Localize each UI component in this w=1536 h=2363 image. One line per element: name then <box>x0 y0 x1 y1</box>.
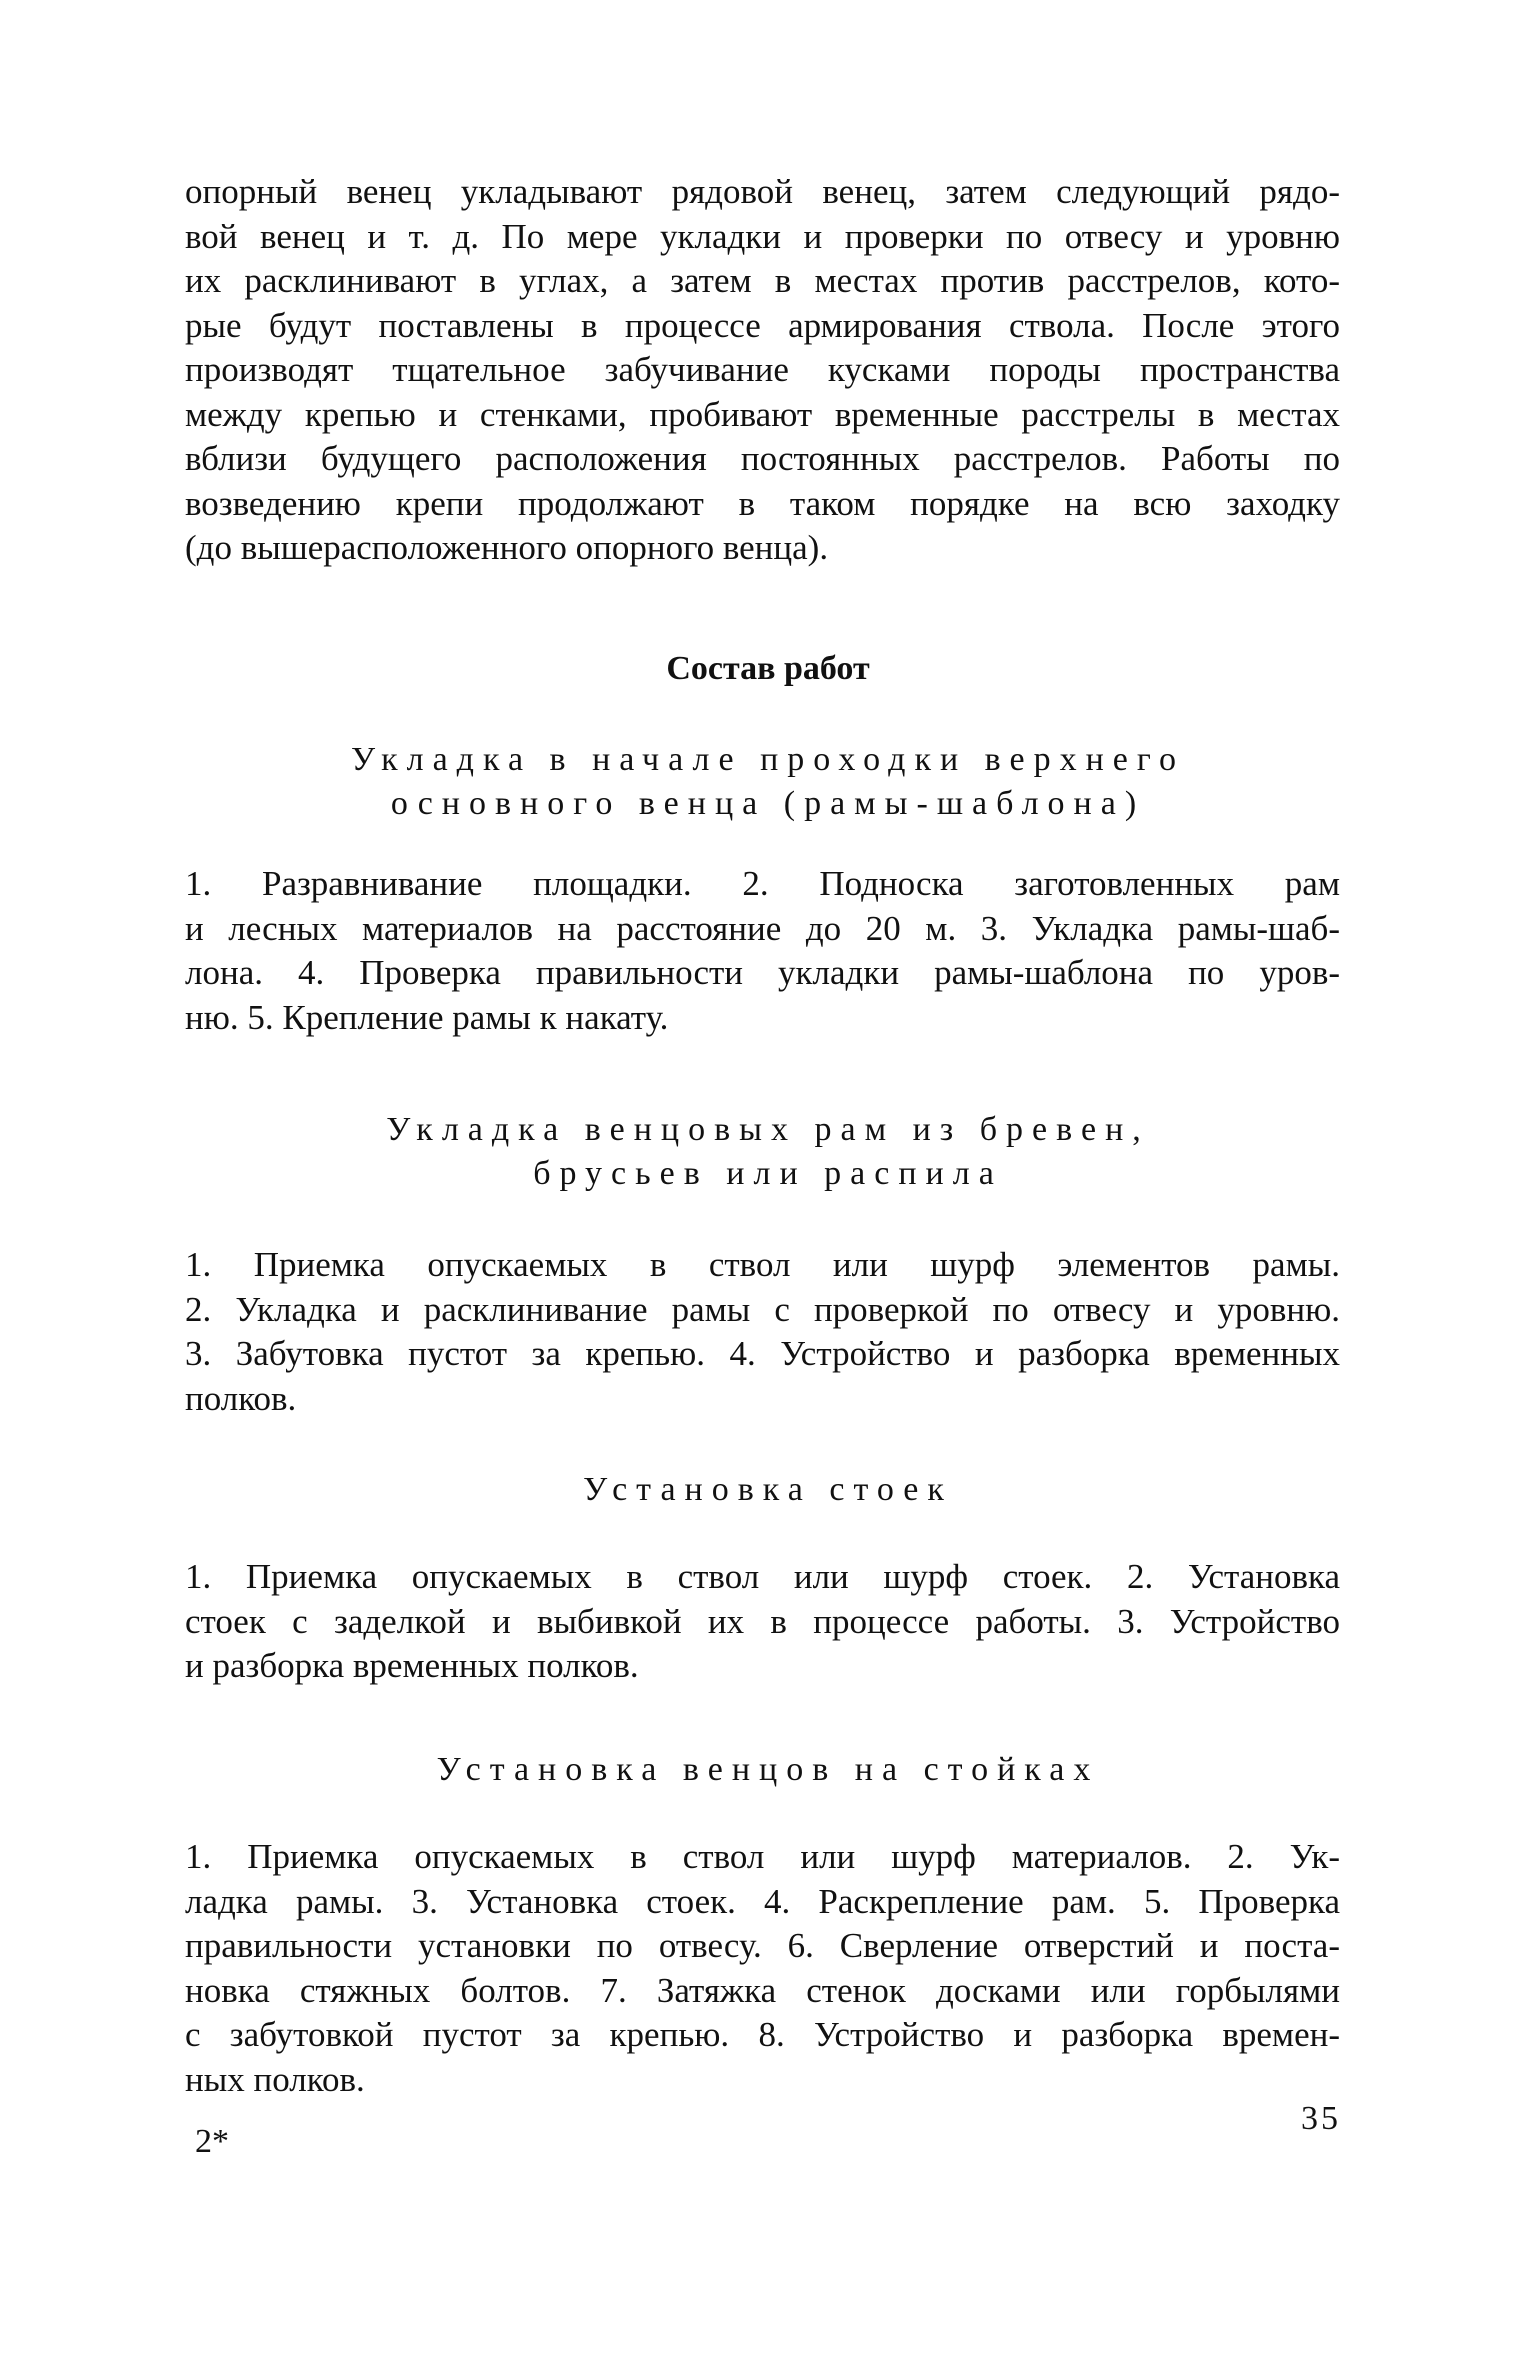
text-line: ладка рамы. 3. Установка стоек. 4. Раскрепление рам. 5. Проверка <box>185 1881 1340 1921</box>
section-heading-line: Укладка венцовых рам из бревен, <box>386 1111 1150 1148</box>
text-line: (до вышерасположенного опорного венца). <box>185 528 829 567</box>
text-line: полков. <box>185 1378 297 1418</box>
section-heading <box>0 1468 1536 1512</box>
section-body <box>185 1243 1340 1421</box>
text-line: их расклинивают в углах, а затем в местах против расстрелов, кото- <box>185 261 1340 300</box>
section-body <box>185 1835 1340 2102</box>
text-line: 3. Забутовка пустот за крепью. 4. Устройство и разборка временных <box>185 1334 1340 1373</box>
text-line: между крепью и стенками, пробивают временные расстрелы в местах <box>185 394 1340 434</box>
section-heading-line: Установка венцов на стойках <box>436 1751 1100 1788</box>
text-line: лона. 4. Проверка правильности укладки рамы-шаблона по уров- <box>185 953 1340 992</box>
text-line: вой венец и т. д. По мере укладки и проверки по отвесу и уровню <box>185 216 1340 256</box>
text-line: опорный венец укладывают рядовой венец, затем следующий рядо- <box>185 172 1340 211</box>
page-number: 35 <box>1301 2100 1341 2137</box>
section-heading <box>0 738 1536 826</box>
signature-mark: 2* <box>195 2123 229 2160</box>
text-line: правильности установки по отвесу. 6. Сверление отверстий и поста- <box>185 1926 1340 1965</box>
text-line: и разборка временных полков. <box>185 1646 639 1685</box>
section-heading-line: брусьев или распила <box>533 1155 1003 1192</box>
section-heading <box>0 1748 1536 1792</box>
intro-paragraph <box>185 170 1340 571</box>
text-line: и лесных материалов на расстояние до 20 м. 3. Укладка рамы-шаб- <box>185 908 1340 948</box>
text-line: 2. Укладка и расклинивание рамы с проверкой по отвесу и уровню. <box>185 1289 1340 1329</box>
text-line: 1. Приемка опускаемых в ствол или шурф стоек. 2. Установка <box>185 1557 1340 1596</box>
text-line: 1. Приемка опускаемых в ствол или шурф элементов рамы. <box>185 1245 1340 1284</box>
text-line: стоек с заделкой и выбивкой их в процессе работы. 3. Устройство <box>185 1601 1340 1641</box>
text-line: возведению крепи продолжают в таком порядке на всю заходку <box>185 483 1340 523</box>
section-body <box>185 1555 1340 1689</box>
section-body <box>185 862 1340 1040</box>
text-line: 1. Разравнивание площадки. 2. Подноска заготовленных рам <box>185 864 1340 903</box>
text-line: производят тщательное забучивание кусками породы пространства <box>185 350 1340 389</box>
section-heading-line: Установка стоек <box>583 1471 953 1508</box>
text-line: с забутовкой пустот за крепью. 8. Устройство и разборка времен- <box>185 2015 1340 2054</box>
section-heading-line: основного венца (рамы-шаблона) <box>390 785 1146 822</box>
section-heading-line: Укладка в начале проходки верхнего <box>351 741 1185 778</box>
text-line: вблизи будущего расположения постоянных расстрелов. Работы по <box>185 439 1340 478</box>
text-line: рые будут поставлены в процессе армирования ствола. После этого <box>185 305 1340 345</box>
section-heading <box>0 1108 1536 1196</box>
main-heading: Состав работ <box>666 650 870 687</box>
text-line: ню. 5. Крепление рамы к накату. <box>185 997 669 1037</box>
text-line: 1. Приемка опускаемых в ствол или шурф материалов. 2. Ук- <box>185 1837 1340 1876</box>
text-line: новка стяжных болтов. 7. Затяжка стенок досками или горбылями <box>185 1970 1340 2010</box>
text-line: ных полков. <box>185 2059 365 2099</box>
